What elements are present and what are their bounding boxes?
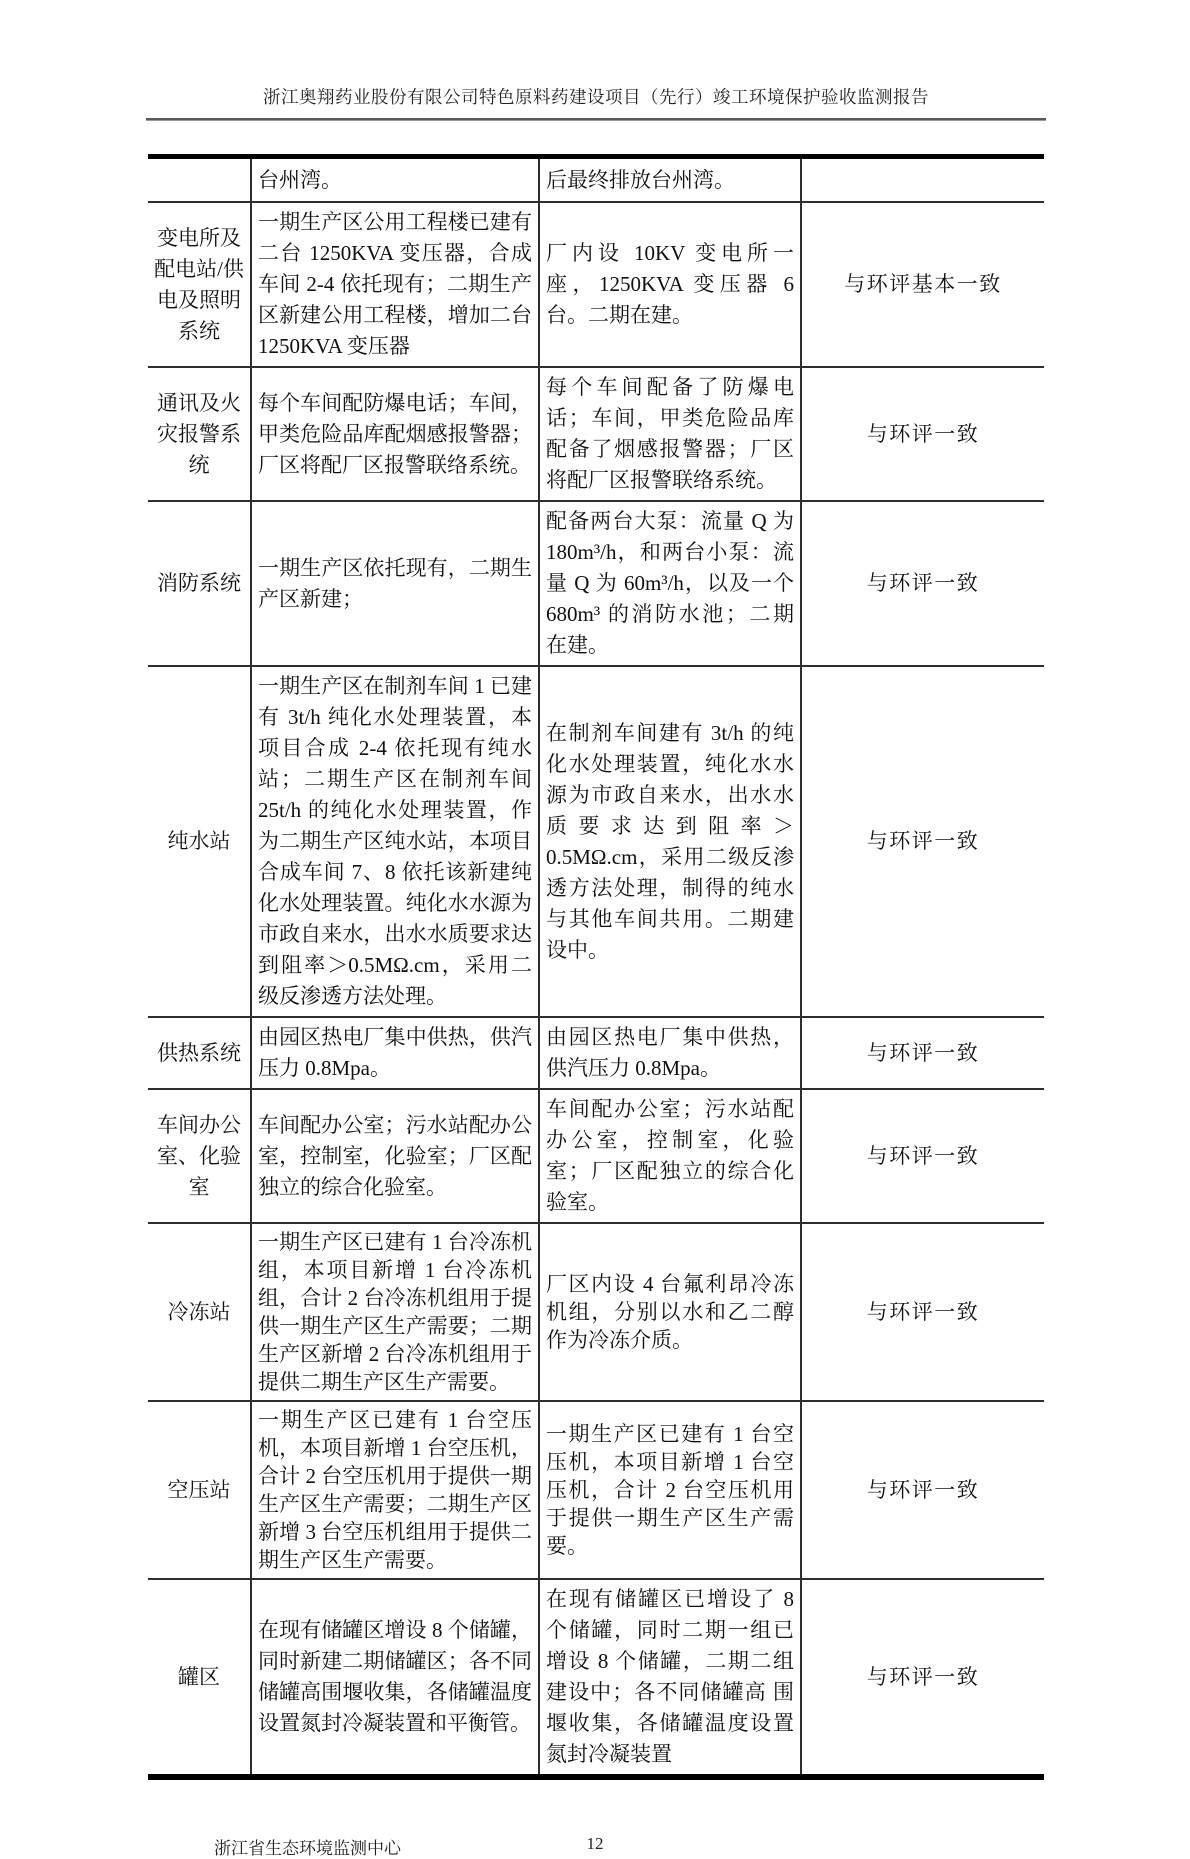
system-name-cell: 通讯及火灾报警系统	[148, 368, 252, 500]
planned-cell: 一期生产区公用工程楼已建有二台 1250KVA 变压器，合成车间 2-4 依托现有；二期生产区新建公用工程楼，增加二台 1250KVA 变压器	[252, 203, 540, 366]
planned-cell: 一期生产区在制剂车间 1 已建有 3t/h 纯化水处理装置，本项目合成 2-4 依托现有纯水站；二期生产区在制剂车间 25t/h 的纯化水处理装置，作为二期生产区纯水站，本项目合成车间 7、8 依托该新建纯化水处理装置。纯化水水源为市政自来水，出水水质要求达到阻率＞0.5MΩ.cm，采用二级反渗透方法处理。	[252, 667, 540, 1016]
actual-cell: 一期生产区已建有 1 台空压机，本项目新增 1 台空压机，合计 2 台空压机用于提供一期生产区生产需要。	[540, 1402, 802, 1578]
actual-cell: 车间配办公室；污水站配办公室，控制室，化验室；厂区配独立的综合化验室。	[540, 1090, 802, 1222]
system-name-cell: 消防系统	[148, 502, 252, 665]
planned-cell: 在现有储罐区增设 8 个储罐，同时新建二期储罐区；各不同储罐高围堰收集，各储罐温度设置氮封冷凝装置和平衡管。	[252, 1580, 540, 1774]
footer-page-number: 12	[586, 1834, 604, 1853]
planned-cell: 车间配办公室；污水站配办公室，控制室，化验室；厂区配独立的综合化验室。	[252, 1090, 540, 1222]
system-name-cell: 供热系统	[148, 1018, 252, 1088]
conclusion-cell: 与环评一致	[866, 1664, 980, 1689]
conclusion-cell: 与环评基本一致	[844, 272, 1002, 296]
table-row	[148, 667, 1044, 1018]
page-header	[146, 0, 1046, 121]
conclusion-cell: 与环评一致	[866, 1477, 980, 1502]
table-row	[148, 1402, 1044, 1580]
actual-cell: 配备两台大泵：流量 Q 为 180m³/h，和两台小泵：流量 Q 为 60m³/h，以及一个 680m³ 的消防水池；二期在建。	[540, 502, 802, 665]
actual-cell: 由园区热电厂集中供热，供汽压力 0.8Mpa。	[540, 1018, 802, 1088]
table-row	[148, 159, 1044, 203]
table-row	[148, 1018, 1044, 1090]
planned-cell: 一期生产区依托现有，二期生产区新建；	[252, 502, 540, 665]
header-rule	[146, 118, 1046, 121]
actual-cell: 厂内设 10KV 变电所一座，1250KVA 变压器 6 台。二期在建。	[540, 203, 802, 366]
planned-cell: 每个车间配防爆电话；车间，甲类危险品库配烟感报警器；厂区将配厂区报警联络系统。	[252, 368, 540, 500]
actual-cell: 在现有储罐区已增设了 8 个储罐，同时二期一组已增设 8 个储罐，二期二组建设中；各不同储罐高 围堰收集，各储罐温度设置氮封冷凝装置	[540, 1580, 802, 1774]
table-row	[148, 502, 1044, 667]
footer-organization: 浙江省生态环境监测中心	[214, 1839, 401, 1858]
conclusion-cell: 与环评一致	[866, 1143, 980, 1168]
conclusion-cell: 与环评一致	[866, 1299, 980, 1324]
conclusion-cell: 与环评一致	[866, 829, 980, 853]
planned-cell: 一期生产区已建有 1 台冷冻机组，本项目新增 1 台冷冻机组，合计 2 台冷冻机组用于提供一期生产区生产需要；二期生产区新增 2 台冷冻机组用于提供二期生产区生产需要。	[252, 1224, 540, 1400]
system-name-cell: 冷冻站	[148, 1224, 252, 1400]
planned-cell: 一期生产区已建有 1 台空压机，本项目新增 1 台空压机，合计 2 台空压机用于提供一期生产区生产需要；二期生产区新增 3 台空压机组用于提供二期生产区生产需要。	[252, 1402, 540, 1578]
planned-cell: 台州湾。	[252, 159, 540, 201]
system-name-cell: 罐区	[148, 1580, 252, 1774]
table-row	[148, 368, 1044, 502]
actual-cell: 厂区内设 4 台氟利昂冷冻机组，分别以水和乙二醇作为冷冻介质。	[540, 1224, 802, 1400]
actual-cell: 每个车间配备了防爆电话；车间，甲类危险品库配备了烟感报警器；厂区将配厂区报警联络系统。	[540, 368, 802, 500]
conclusion-cell	[802, 159, 1044, 201]
table-row	[148, 1090, 1044, 1224]
actual-cell: 后最终排放台州湾。	[540, 159, 802, 201]
planned-cell: 由园区热电厂集中供热，供汽压力 0.8Mpa。	[252, 1018, 540, 1088]
system-name-cell: 车间办公室、化验室	[148, 1090, 252, 1222]
conclusion-cell: 与环评一致	[866, 571, 980, 595]
system-name-cell: 纯水站	[148, 667, 252, 1016]
system-name-cell: 变电所及配电站/供电及照明系统	[148, 203, 252, 366]
construction-comparison-table	[148, 154, 1044, 1780]
system-name-cell	[148, 159, 252, 201]
conclusion-cell: 与环评一致	[866, 1040, 980, 1065]
table-row	[148, 1580, 1044, 1774]
report-header-title: 浙江奥翔药业股份有限公司特色原料药建设项目（先行）竣工环境保护验收监测报告	[263, 87, 929, 107]
system-name-cell: 空压站	[148, 1402, 252, 1578]
table-row	[148, 1224, 1044, 1402]
actual-cell: 在制剂车间建有 3t/h 的纯化水处理装置，纯化水水源为市政自来水，出水水质要求达到阻率＞0.5MΩ.cm，采用二级反渗透方法处理，制得的纯水与其他车间共用。二期建设中。	[540, 667, 802, 1016]
table-row	[148, 203, 1044, 368]
conclusion-cell: 与环评一致	[866, 421, 980, 446]
